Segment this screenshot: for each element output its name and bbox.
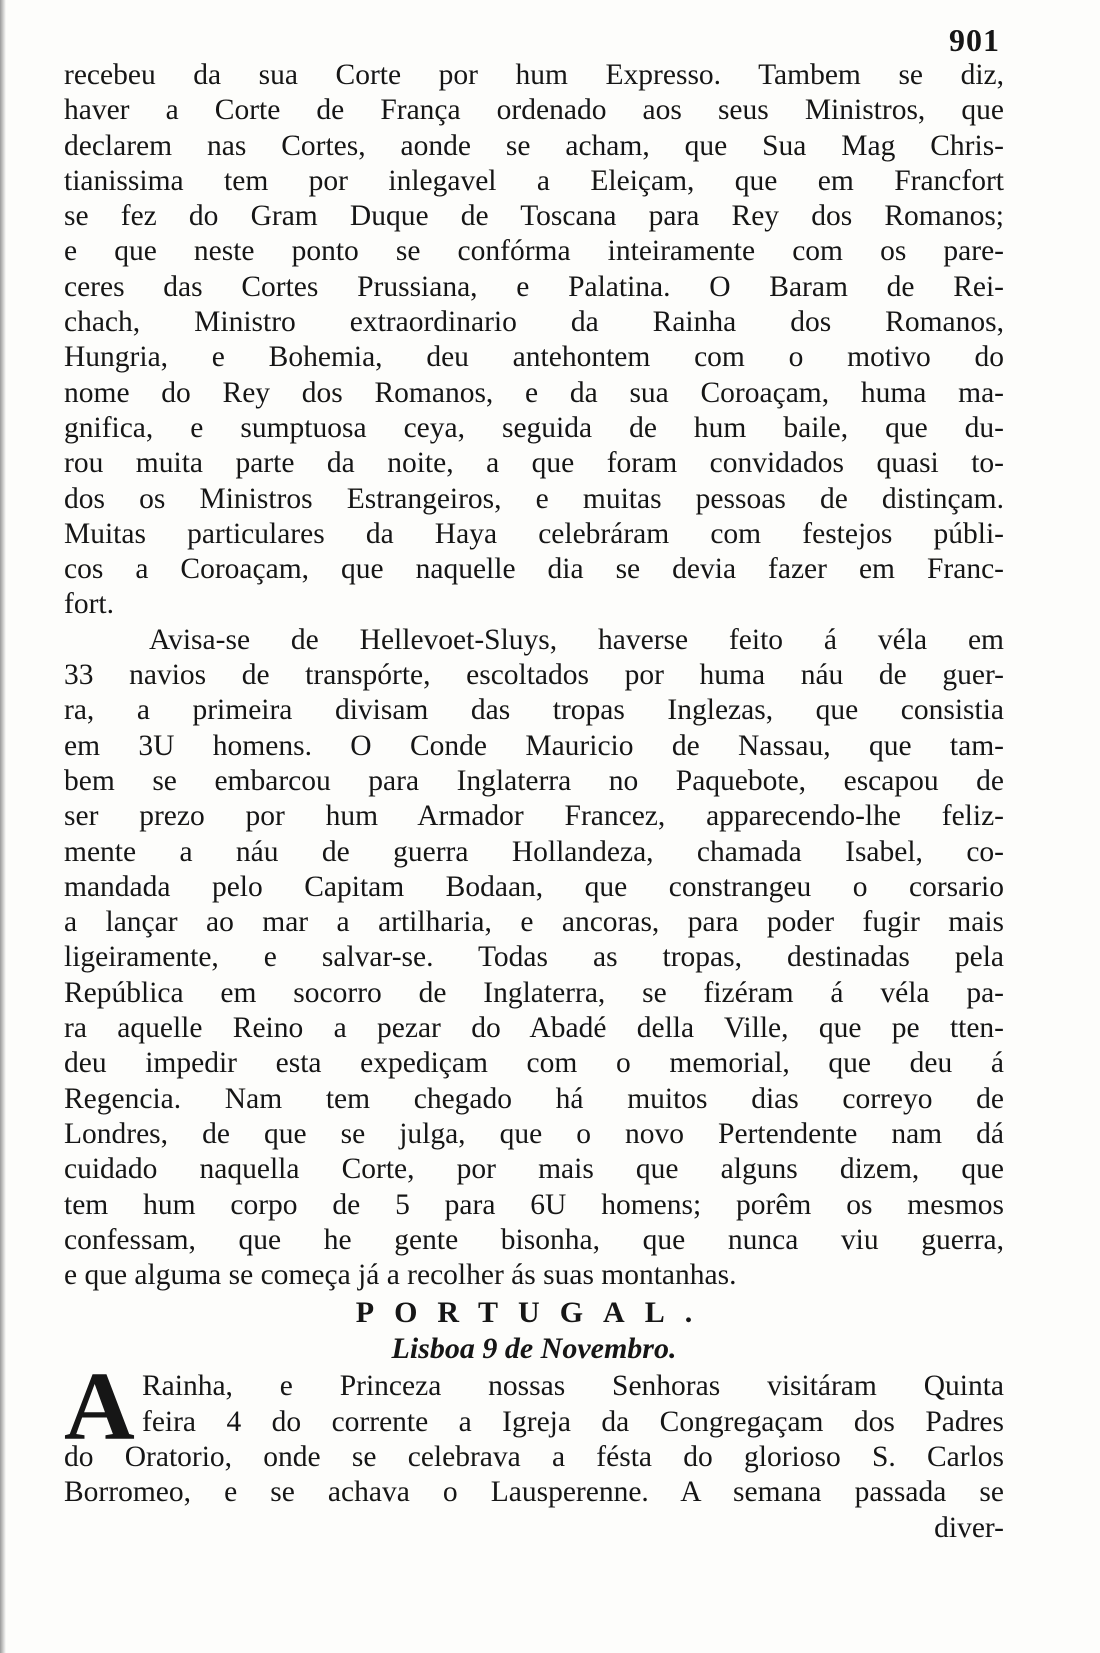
text-line: declarem nas Cortes, aonde se acham, que Sua Mag Chris- — [64, 129, 1004, 162]
text-line: Regencia. Nam tem chegado há muitos dias correyo de — [64, 1082, 1004, 1115]
text-line: e que neste ponto se confórma inteiramente com os pare- — [64, 235, 1004, 268]
drop-cap: A — [64, 1353, 135, 1462]
text-line: dos os Ministros Estrangeiros, e muitas pessoas de distinçam. — [64, 482, 1004, 515]
text-line: República em socorro de Inglaterra, se fizéram á véla pa- — [64, 976, 1004, 1009]
page-edge-shadow — [0, 0, 6, 1653]
text-line: em 3U homens. O Conde Mauricio de Nassau, que tam- — [64, 729, 1004, 762]
text-line: bem se embarcou para Inglaterra no Paquebote, escapou de — [64, 764, 1004, 797]
text-line: ligeiramente, e salvar-se. Todas as tropas, destinadas pela — [64, 941, 1004, 974]
text-line: tem hum corpo de 5 para 6U homens; porêm os mesmos — [64, 1188, 1004, 1221]
paragraph-1 — [64, 58, 1004, 623]
text-line: confessam, que he gente bisonha, que nunca viu guerra, — [64, 1223, 1004, 1256]
text-line: recebeu da sua Corte por hum Expresso. Tambem se diz, — [64, 59, 1004, 91]
text-line: nome do Rey dos Romanos, e da sua Coroaçam, huma ma- — [64, 376, 1004, 409]
text-line: e que alguma se começa já a recolher ás suas montanhas. — [64, 1259, 737, 1292]
section-heading: PORTUGAL. — [355, 1296, 713, 1330]
text-line: cos a Coroaçam, que naquelle dia se devia fazer em Franc- — [64, 553, 1004, 586]
page-number: 901 — [949, 22, 1000, 58]
text-line: rou muita parte da noite, a que foram convidados quasi to- — [64, 447, 1004, 480]
text-line: 33 navios de transpórte, escoltados por huma náu de guer- — [64, 659, 1004, 692]
text-line: mandada pelo Capitam Bodaan, que constrangeu o corsario — [64, 870, 1004, 903]
text-line: se fez do Gram Duque de Toscana para Rey dos Romanos; — [64, 200, 1004, 233]
text-line: ra, a primeira divisam das tropas Inglezas, que consistia — [64, 694, 1004, 727]
text-line: a lançar ao mar a artilharia, e ancoras, para poder fugir mais — [64, 906, 1004, 939]
text-line: Avisa-se de Hellevoet-Sluys, haverse feito á véla em — [149, 623, 1004, 656]
text-line: Hungria, e Bohemia, deu antehontem com o motivo do — [64, 341, 1004, 374]
text-line: Rainha, e Princeza nossas Senhoras visitáram Quinta — [142, 1370, 1004, 1403]
dateline: Lisboa 9 de Novembro. — [391, 1332, 677, 1366]
text-line: tianissima tem por inlegavel a Eleiçam, que em Francfort — [64, 164, 1004, 197]
text-line: Borromeo, e se achava o Lausperenne. A semana passada se — [64, 1476, 1004, 1509]
text-line: ra aquelle Reino a pezar do Abadé della Ville, que pe tten- — [64, 1012, 1004, 1045]
paragraph-3 — [64, 1353, 1004, 1510]
text-line: ser prezo por hum Armador Francez, apparecendo-lhe feliz- — [64, 800, 1004, 833]
text-line: do Oratorio, onde se celebrava a fésta do glorioso S. Carlos — [64, 1440, 1004, 1473]
text-line: gnifica, e sumptuosa ceya, seguida de hum baile, que du- — [64, 411, 1004, 444]
text-line: feira 4 do corrente a Igreja da Congregaçam dos Padres — [142, 1405, 1004, 1438]
catchword: diver- — [934, 1511, 1004, 1544]
text-line: haver a Corte de França ordenado aos seus Ministros, que — [64, 94, 1004, 127]
paragraph-2 — [64, 623, 1004, 1294]
text-line: fort. — [64, 588, 114, 621]
text-line: deu impedir esta expediçam com o memorial, que deu á — [64, 1047, 1004, 1080]
article-body — [64, 58, 1004, 1546]
text-line: Londres, de que se julga, que o novo Pertendente nam dá — [64, 1117, 1004, 1150]
text-line: cuidado naquella Corte, por mais que alguns dizem, que — [64, 1153, 1004, 1186]
text-line: ceres das Cortes Prussiana, e Palatina. O Baram de Rei- — [64, 270, 1004, 303]
text-line: mente a náu de guerra Hollandeza, chamada Isabel, co- — [64, 835, 1004, 868]
text-line: chach, Ministro extraordinario da Rainha dos Romanos, — [64, 306, 1004, 339]
text-line: Muitas particulares da Haya celebráram com festejos públi- — [64, 517, 1004, 550]
